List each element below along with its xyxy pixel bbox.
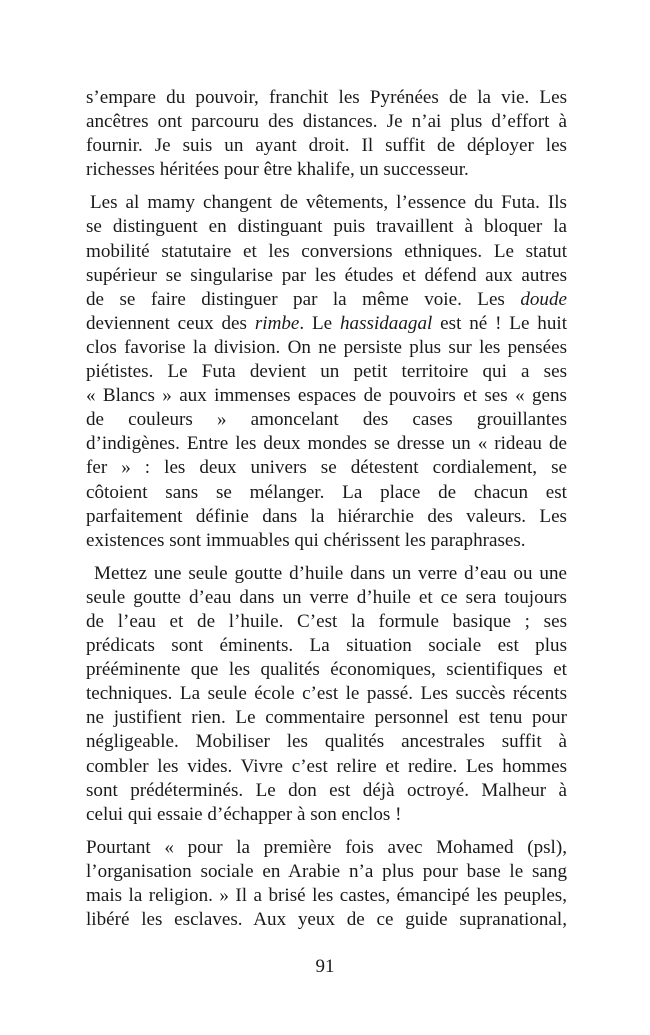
text-line: Les al mamy changent de vêtements, l’essence du Futa. Ils: [90, 192, 567, 214]
text-line: l’organisation sociale en Arabie n’a plus pour base le sang: [86, 860, 567, 882]
italic-term-doude: doude: [520, 288, 567, 310]
text-line: libéré les esclaves. Aux yeux de ce guide supranational,: [86, 909, 567, 931]
text-line: d’indigènes. Entre les deux mondes se dresse un « rideau de: [86, 433, 567, 455]
text-line: mobilité statutaire et les conversions ethniques. Le statut: [86, 240, 567, 262]
text-line: combler les vides. Vivre c’est relire et redire. Les hommes: [86, 755, 567, 777]
text-segment: est né ! Le huit: [432, 312, 567, 334]
text-line: celui qui essaie d’échapper à son enclos !: [86, 803, 402, 825]
paragraph-4: [86, 836, 567, 932]
italic-term-rimbe: rimbe: [254, 312, 300, 334]
text-line: Pourtant « pour la première fois avec Mohamed (psl),: [86, 836, 567, 858]
text-line: s’empare du pouvoir, franchit les Pyrénées de la vie. Les: [86, 87, 567, 108]
text-line: piétistes. Le Futa devient un petit territoire qui a ses: [86, 361, 567, 383]
text-line: ne justifient rien. Le commentaire personnel est tenu pour: [86, 707, 567, 729]
text-line: de couleurs » amoncelant des cases grouillantes: [86, 409, 567, 431]
text-line: fournir. Je suis un ayant droit. Il suffit de déployer les: [86, 135, 567, 157]
page-body: [86, 86, 567, 941]
text-line: parfaitement définie dans la hiérarchie des valeurs. Les: [86, 505, 567, 527]
text-line: se distinguent en distinguant puis travaillent à bloquer la: [86, 216, 567, 238]
italic-term-hassidaagal: hassidaagal: [340, 312, 433, 334]
text-line: « Blancs » aux immenses espaces de pouvoirs et ses « gens: [86, 385, 567, 407]
text-line: clos favorise la division. On ne persiste plus sur les pensées: [86, 336, 567, 358]
text-line: ancêtres ont parcouru des distances. Je n’ai plus d’effort à: [86, 111, 567, 133]
text-segment: deviennent ceux des: [86, 312, 255, 334]
text-line: côtoient sans se mélanger. La place de chacun est: [86, 481, 567, 503]
text-line: existences sont immuables qui chérissent les paraphrases.: [86, 529, 526, 551]
text-line: de l’eau et de l’huile. C’est la formule basique ; ses: [86, 610, 567, 632]
text-line: supérieur se singularise par les études et défend aux autres: [86, 264, 567, 286]
text-line: fer » : les deux univers se détestent cordialement, se: [86, 457, 567, 479]
paragraph-2: [86, 191, 567, 552]
text-line-with-italic: [86, 312, 567, 336]
page-number: 91: [315, 956, 335, 977]
text-line: Mettez une seule goutte d’huile dans un verre d’eau ou une: [94, 562, 567, 584]
text-line: sont prédéterminés. Le don est déjà octroyé. Malheur à: [86, 779, 567, 801]
text-line: seule goutte d’eau dans un verre d’huile et ce sera toujours: [86, 586, 567, 608]
text-line: techniques. La seule école c’est le passé. Les succès récents: [86, 683, 567, 705]
text-line: prééminente que les qualités économiques, scientifiques et: [86, 659, 567, 681]
paragraph-3: [86, 562, 567, 827]
text-segment: de se faire distinguer par la même voie. Les: [86, 288, 521, 310]
text-line-with-italic: [86, 288, 567, 312]
text-line: prédicats sont éminents. La situation sociale est plus: [86, 635, 567, 657]
text-line: négligeable. Mobiliser les qualités ancestrales suffit à: [86, 731, 567, 753]
text-segment: . Le: [299, 312, 340, 334]
paragraph-1: [86, 86, 567, 182]
text-line: mais la religion. » Il a brisé les castes, émancipé les peuples,: [86, 885, 567, 906]
text-line: richesses héritées pour être khalife, un successeur.: [86, 159, 469, 181]
